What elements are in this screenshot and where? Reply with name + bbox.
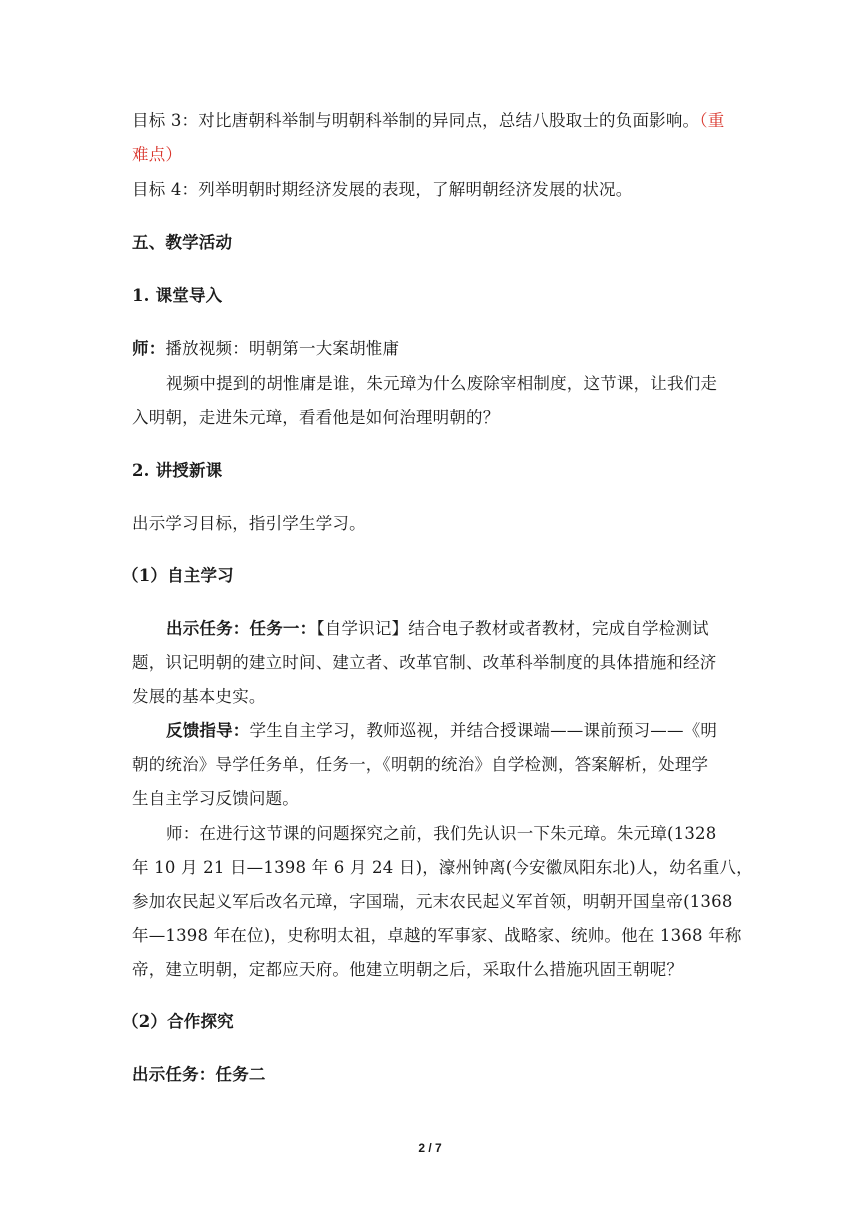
task-1-label: 出示任务：任务一：	[166, 619, 317, 638]
intro-teacher-line: 师：播放视频：明朝第一大案胡惟庸	[132, 339, 400, 358]
intro-paragraph-line-1: 视频中提到的胡惟庸是谁，朱元璋为什么废除宰相制度，这节课，让我们走	[166, 374, 718, 393]
goal-3-line-1: 目标 3：对比唐朝科举制与明朝科举制的异同点，总结八股取士的负面影响。（重	[132, 111, 725, 130]
task-1-line-1: 出示任务：任务一：【自学识记】结合电子教材或者教材，完成自学检测试	[166, 619, 709, 638]
teacher-intro-line-4: 年—1398 年在位)，史称明太祖，卓越的军事家、战略家、统帅。他在 1368 年称	[132, 926, 742, 945]
section-5-heading: 五、教学活动	[132, 233, 233, 252]
key-difficulty-tag: （重	[699, 111, 725, 130]
new-lesson-heading: 2. 讲授新课	[132, 461, 223, 480]
teacher-intro-line-2: 年 10 月 21 日—1398 年 6 月 24 日)，濠州钟离(今安徽凤阳东北)人，幼名重八，	[132, 858, 753, 877]
teacher-intro-line-3: 参加农民起义军后改名元璋，字国瑞，元末农民起义军首领，明朝开国皇帝(1368	[132, 892, 733, 911]
task-2-heading: 出示任务：任务二	[132, 1065, 266, 1084]
goal-4: 目标 4：列举明朝时期经济发展的表现，了解明朝经济发展的状况。	[132, 180, 633, 199]
page-number: 2 / 7	[418, 1141, 442, 1155]
teacher-intro-line-5: 帝，建立明朝，定都应天府。他建立明朝之后，采取什么措施巩固王朝呢？	[132, 960, 684, 979]
feedback-line-3: 生自主学习反馈问题。	[132, 789, 299, 808]
classroom-intro-heading: 1. 课堂导入	[132, 286, 223, 305]
teacher-intro-line-1: 师：在进行这节课的问题探究之前，我们先认识一下朱元璋。朱元璋(1328	[166, 824, 717, 843]
teacher-label: 师：	[132, 339, 166, 358]
show-goals-text: 出示学习目标，指引学生学习。	[132, 514, 366, 533]
key-difficulty-tag-continued: 难点）	[132, 145, 183, 164]
feedback-line-2: 朝的统治》导学任务单，任务一，《明朝的统治》自学检测，答案解析，处理学	[132, 755, 709, 774]
intro-paragraph-line-2: 入明朝，走进朱元璋，看看他是如何治理明朝的？	[132, 408, 500, 427]
feedback-line-1: 反馈指导：学生自主学习，教师巡视，并结合授课端——课前预习——《明	[166, 721, 718, 740]
task-1-line-3: 发展的基本史实。	[132, 687, 266, 706]
feedback-label: 反馈指导：	[166, 721, 250, 740]
self-study-heading: （1）自主学习	[122, 566, 234, 585]
cooperative-inquiry-heading: （2）合作探究	[122, 1012, 234, 1031]
task-1-line-2: 题，识记明朝的建立时间、建立者、改革官制、改革科举制度的具体措施和经济	[132, 653, 717, 672]
